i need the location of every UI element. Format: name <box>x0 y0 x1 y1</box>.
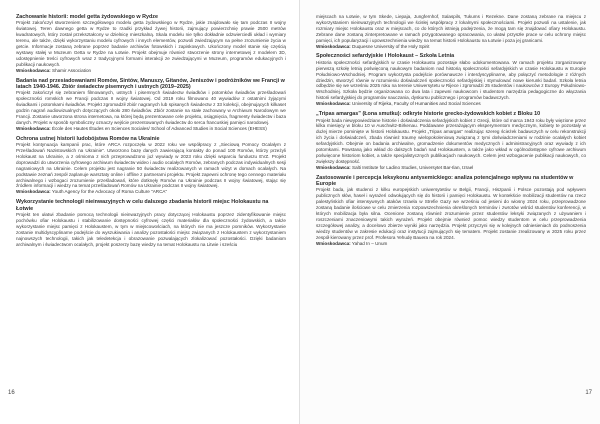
applicant-label: Wnioskodawca: <box>316 43 351 49</box>
applicant-label: Wnioskodawca: <box>316 240 351 246</box>
applicant-line <box>16 68 286 74</box>
applicant-line <box>316 241 586 247</box>
applicant-name: Duquesne University of the Holy Spirit <box>352 43 430 49</box>
applicant-label: Wnioskodawca: <box>16 189 51 195</box>
project-title: „Tripas amargas” (Łona smutku): odkryte historie grecko-żydowskich kobiet z Bloku 10 <box>316 111 541 118</box>
project-description: Projekt kontynuacja kampanii prac, które ARCA rozpoczęła w 2022 roku we współpracy z „Sieciową Pomocy Ocalałym z Prześladowań Nazistowskich na Ukrainie”. Utworzono bazę danych zawierającą kontakty do ponad 100 Romów, którzy przeżyli Holokaust na Ukrainie, a z ośmioma z nich przeprowadzono już wywiady w 2023 roku dzięki wsparciu funduszu EVZ. Projekt doprowadzi do utworzenia cyfrowego archiwum świadectw wideo i audio ocalałych Romów, zebranych podczas indywidualnych sesji nagraniowych na Ukrainie. Celem projektu jest nagranie 50 świadectw realizowanych w ramach wizyt w domach ocalałych. Na podstawie zeznań zespół zaplanuje warsztaty online i offline z partnerami projektu. Projekt zapewni ochronę tego cennego materiału archiwalnego i wzbogaci zrozumienie prześladowań, które dotknęły Romów na Ukrainie podczas II wojny światowej, stając się źródłem informacji i wiedzy na temat prześladowań Romów na Ukrainie podczas II wojny światowej. <box>16 142 286 189</box>
applicant-name: Shamir Association <box>52 67 92 73</box>
project-section <box>16 136 286 196</box>
applicant-label: Wnioskodawca: <box>316 164 351 170</box>
project-section <box>16 199 286 247</box>
applicant-label: Wnioskodawca: <box>316 101 351 107</box>
project-title: Wykorzystanie technologii nieinwazyjnych w celu dalszego zbadania historii miejsc Holokaustu na Łotwie <box>16 199 269 212</box>
left-page-column <box>16 14 286 388</box>
applicant-line <box>16 189 286 195</box>
applicant-label: Wnioskodawca: <box>16 67 51 73</box>
project-description: Historia społeczności sefardyjskich w czasie Holokaustu pozostaje słabo udokumentowana. W ramach projektu zorganizowany pierwszą szkołę letnią poświęconą naukowym badaniom nad historią społeczności sefardyjskich w czasie Holokaustu w Europie Południowo-Wschodniej. Program wykorzysta podejście porównawcze i interdyscyplinarne, aby połączyć metodologie z różnych dziedzin, stworzyć równie w rozumieniu doświadczeń społeczności sefardyjskiej i stymulować nowe kierunki badań. Szkoła letnia odbędzie się we wrześniu 2025 roku na terenie Uniwersytetu w Rijece i zgromadzi 25 studentów i naukowców z Europy Południowo-Wschodniej. Szkoła będzie organizowana co dwa lata i zapewni naukowcom i studentom narzędzia pedagogiczne do włączania historii sefardyjskiej do programów nauczania, dyskursu publicznego i programów badawczych. <box>316 59 586 101</box>
page-number-left: 16 <box>8 390 15 396</box>
right-page <box>300 0 600 424</box>
project-title: Badania nad przesiadowaniami Romów, Sintów, Manuszy, Gitanów, Jeniszów i podróżników we Francji w latach 1940-1946. Zbiór świadectw pisemnych i ustnych (2019–2025) <box>16 77 285 90</box>
project-title: Zachowanie historii: model getta żydowskiego w Rydze <box>16 14 158 20</box>
project-section <box>16 14 286 74</box>
project-description: Projekt ten ułatwi zbadanie pomocą technologii nieinwazyjnych pracy dotyczącej Holokaustu poprzez zidentyfikowanie miejsc pochówku ofiar Holokaustu i stabilizowanie dostępności cyfrowej części materiałów dla społeczności żydowskich, a także wykorzystanie miejsc pamięci z Holokaustem, w tym w miejscowościach, na których nie ma jeszcze pomników. Wykorzystanie zostanie multidyscyplinarne podejście do wyszukiwania i analizy pozostałości miejsc związanych z Holokaustem z wykorzystaniem najnowszych technologii, takich jak teledetekcja i obrazowanie pozwalających zlokalizować pozostałości. Dzięki badaniom archiwalnym i świadectwom ocalałych, projekt poszerzy bazę wiedzy na temat Holokaustu na Litwie i sześciu <box>16 212 286 247</box>
applicant-name: Yahad In – Unum <box>351 240 388 246</box>
applicant-line <box>16 126 286 132</box>
project-description: Projekt bada, jak studenci z kilku europejskich uniwersytetów w Belgii, Francji, Hiszpanii i Polsce pozostają pod wpływem publicznych słów, haseł i wyrażeń odwołujących się do historii i pamięci Holokaustu. W kontekście mobilizacji studentów na rzecz palestyńskich ofiar intensywnych ataków Izraela w Strefie Gazy we wrześniu od jesieni do wiosny 2024 roku, przeprowadzone zostaną badanie ilościowe w celu zmierzenia rozpowszechnienia określonych terminów i zwrotów wśród studentów konferencji, w których mobilizacja była silna. Ocenione zostaną również zrozumienie przez studentów leksyki związanych z używaniem i roszczeniami znaczeniowymi takich wyrażeń. Projekt obejmie również pomoc wiedzy studentom w celu przeprowadzenia szczegółowej analizy, a docelowo zbierze wyniki jako narzędzia. Projekt przyczyni się w kolejnych odniesieniach do podnoszenia wiedzy studentów w zakresie edukacji oraz instytucji zajmujących się tematem. Projekt zostanie zrealizowany w 2025 roku przez zespół kierowany przez prof. Profesora Yehudę Bauera na rok 2024. <box>316 187 586 240</box>
project-description: Projekt zakończył się zebraniem filmowanych, ustnych i pisemnych świadectw świadków i potomków świadków prześladowań społeczności romskich we Francji podczas II wojny światowej. Od 2019 roku filmowano 40 wywiadów z ostatnimi żyjącymi świadkami i potomkami świadków. Projekt zgromadził zbiór nagranych lub spisanych świadectw z 33 kolekcji, obejmujących kilkaset godzin nagrań audiowizualnych dotyczących około 280 świadków. Zbiór zostanie na stałe zachowany w Archiwum Narodowym we Francji. Zostanie utworzona strona internetowa, na której będą prezentowane cele projektu, osiągnięcia, fragmenty świadectw i baza danych. Projekt w sposób symboliczny oznaczy wejście prezentowanych świadectw do serca francuskiej pamięci narodowej. <box>16 90 286 125</box>
applicant-line <box>316 101 586 107</box>
right-page-column <box>316 14 586 388</box>
applicant-line <box>316 165 586 171</box>
project-description: Projekt bada niewypowiedziane historie i doświadczenia sefardyjskich kobiet z Grecji, które od marca 1943 roku były więzione przez kilka miesięcy w bloku 10 w Auschwitz-Birkenau. Poddawane przerażającym eksperymentom medycznym, kobiety te pozostały w dużej mierze pominięte w historii Holokaustu. Projekt „Tripas amargas” realizując szereg ścieżek badawczych w celu rekonstrukcji ich życia i doświadczeń, zbada również traumę wielopokoleniową związaną z tymi doświadczeniami w rodzinie ocalałych kobiet sefardyjskich. Obejmie on badania archiwalne, gromadzenie dokumentów medycznych i administracyjnych oraz wywiady z ich potomkami. Powstaną jako wkład do dalszych badań nad Holokaustem, a także jako wkład w ogólnodostępne cyfrowe archiwum poświęcone historiom kobiet, a także specjalistycznych publikacjach naukowych. Celem jest wzbogacenie publikacji naukowych, co zwiększy dostępność. <box>316 117 586 164</box>
applicant-name: École des Hautes Études en Sciences Sociales/ School of Advanced Studies in Social Sciences (EHESS) <box>52 125 267 131</box>
applicant-name: Youth Agency for the Advocacy of Roma Culture "ARCA" <box>51 189 168 195</box>
project-description: miejscach na Łotwie, w tym Skede, Liepaja, Jungfernhof, Salaspils, Tukums i Rezekne. Dane zostaną zebrane na miejscu z wykorzystaniem nieinwazyjnych technologii we ścisłej współpracy z lokalnymi społecznościami. Projekt pozwoli na ustalenie, jak rozmiary miejsc Holokaustu oraz w miejscach, co do których istnieją podejrzenia, że mogą tam się znajdować ofiary Holokaustu. Zebrane dane zostaną zinterpretowane w ramach przygotowanego opracowania, co ułatwi przyszłe prace w celu ochrony miejsc pamięci, ich popularyzacji i upowszechnienia wiedzy na temat historii Holokaustu na Łotwie i poza jej granicami. <box>316 14 586 43</box>
project-title: Ochrona ustnej historii ludobójstwa Romów na Ukrainie <box>16 135 160 142</box>
applicant-name: Salti Institute for Ladino Studies, Universytet Bar-Ilan, Izrael <box>352 164 474 170</box>
applicant-name: University of Rijeka, Faculty of Humanities and Social Sciences <box>352 101 481 107</box>
project-title: Społeczności sefardyjskie i Holokaust – Szkoła Letnia <box>316 53 455 60</box>
project-section <box>316 111 586 171</box>
project-section <box>316 53 586 107</box>
project-section <box>316 14 586 49</box>
applicant-label: Wnioskodawca: <box>16 125 51 131</box>
applicant-line <box>316 44 586 50</box>
project-title: Zastosowanie i percepcja leksykonu antysemickiego: analiza potencjalnego wpływu na studentów w Europie <box>316 174 574 188</box>
project-section <box>16 78 286 132</box>
page-number-right: 17 <box>585 390 592 396</box>
project-description: Projekt zakończył stworzeniem szczegółowego modelu getta żydowskiego w Rydze, jakie znajdowało się tam podczas II wojny światowej. Teren dawnego getta w Rydze to rzadki przykład żywej historii, zajmujący powierzchnię prawie 2500 metrów kwadratowych, który został przekształcony w dzielnicę mieszkalną. Skala modelu nie tylko dokładnie odzwierciedli układ i wymiary terenu, ale także, dzięki wykorzystaniu modelu cyfrowych i innych elementów, pozwoli zwiedzającym na pełne zrozumienie życia w getcie. Informacje zostaną zebrane poprzez badanie archiwów fotowskich i zapiskowych. Ukończony model stanie się częścią wystawy stałej w Muzeum Getta w Rydze na Łotwie. Projekt obejmuje również stworzenie strony internetowej z modelem 3D, udostępnienie treści cyfrowych wraz z tradycyjnymi formami interakcji ze zwiedzającymi w Muzeum, programów edukacyjnych i publikacji naukowych. <box>16 20 286 67</box>
project-section <box>316 175 586 247</box>
